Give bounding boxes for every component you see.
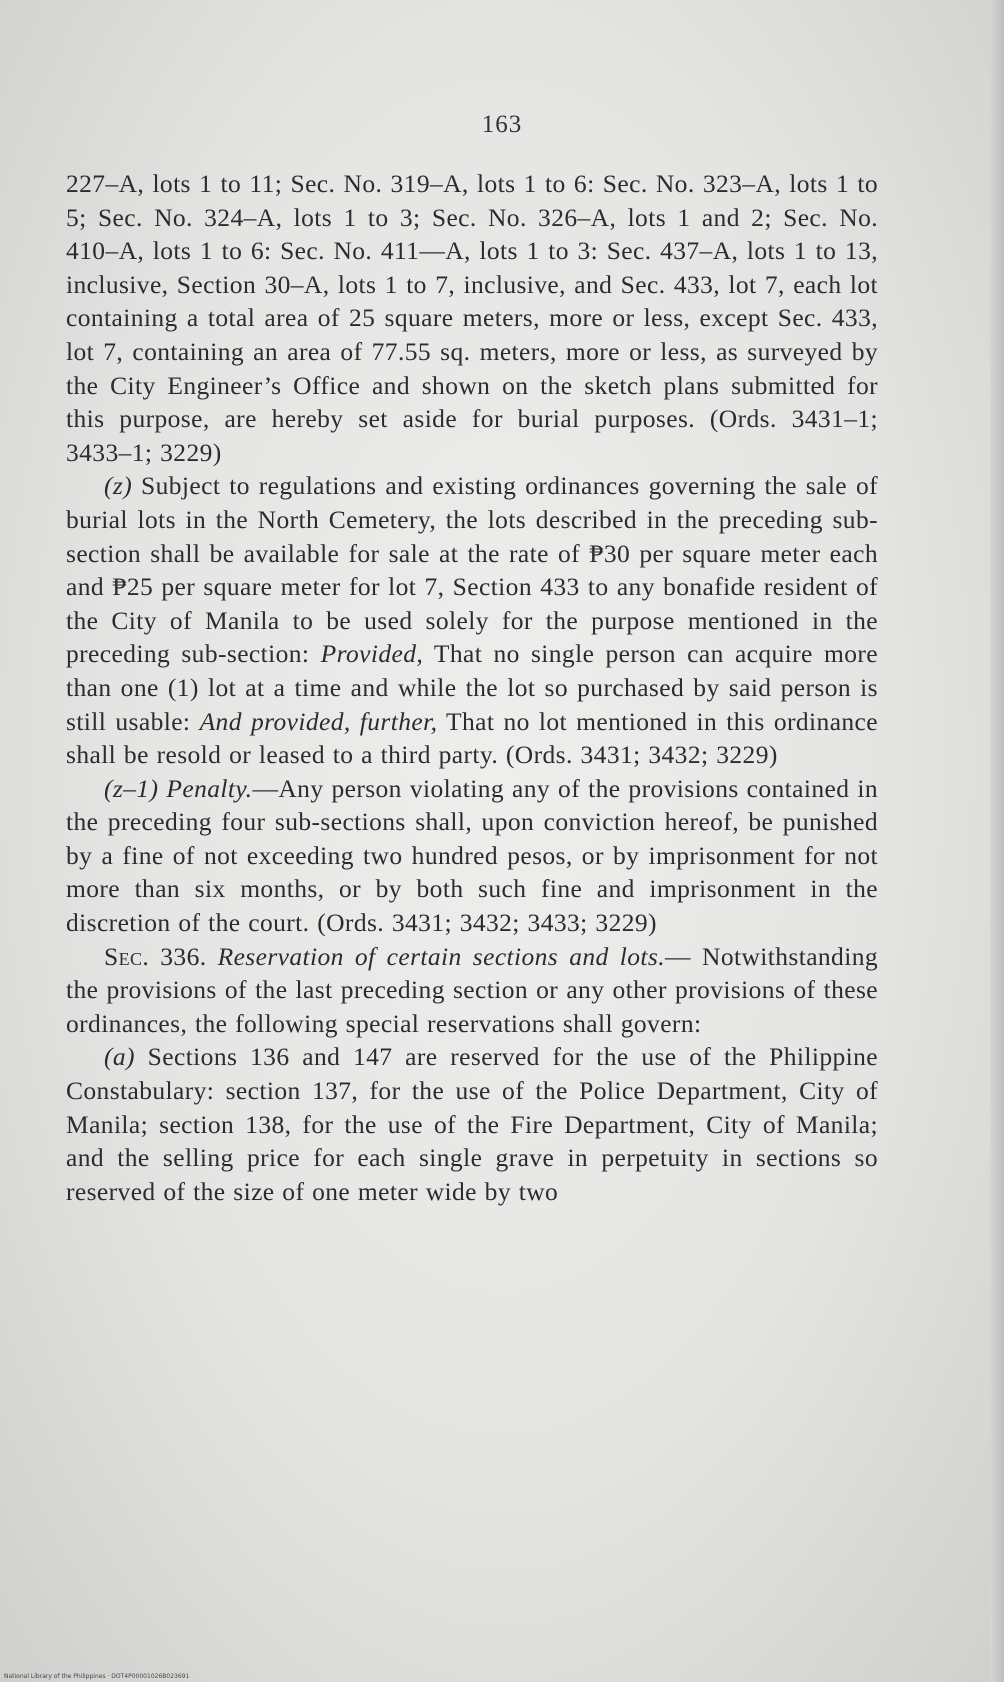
text-run: 227–A, lots 1 to 11; Sec. No. 319–A, lots 1 to 6: Sec. No. 323–A, lots 1 to 5; Sec. No. 324–A, lots 1 to 3; Sec. No. 326–A, lots 1 and 2; Sec. No. 410–A, lots 1 to 6: Sec. No. 411—A, lots 1 to 3: Sec. 437–A, lots 1 to 13, inclusive, Section 30–A, lots 1 to 7, inclusive, and Sec. 433, lot 7, each lot containing a total area of 25 square meters, more or less, except Sec. 433, lot 7, containing an area of 77.55 sq. meters, more or less, as surveyed by the City Engineer’s Office and shown on the sketch plans submitted for this purpose, are hereby set aside for burial purposes. (Ords. 3431–1; 3433–1; 3229) [66,169,878,467]
library-watermark-tag: National Library of the Philippines · DOT4P00001026B023691 [4,1673,190,1680]
text-run: Sections 136 and 147 are reserved for the use of the Philippine Constabulary: section 137, for the use of the Police Department, City of Manila; section 138, for the use of the Fire Department, City of Manila; and the selling price for each single grave in perpetuity in sections so reserved of the size of one meter wide by two [66,1042,878,1206]
text-run: That no single person can acquire more than one (1) lot at a time and while the lot so purchased by said person is still usable: [66,639,878,736]
page-edge-shadow [990,0,1004,1682]
italic-text: (z–1) Penalty. [104,773,253,803]
italic-text: (a) [104,1042,135,1072]
paragraph-subsection-a [66,1040,878,1208]
body-text [66,167,878,1208]
italic-text: Provided, [320,639,424,669]
italic-text: And provided, further, [199,706,438,736]
paragraph-section-336 [66,940,878,1041]
italic-text: (z) [104,471,133,501]
text-run: — Notwithstanding the provisions of the last preceding section or any other provisions of these ordinances, the following special reservations shall govern: [66,941,878,1038]
text-run: —Any person violating any of the provisions contained in the preceding four sub-sections shall, upon conviction hereof, be punished by a fine of not exceeding two hundred pesos, or by imprisonment for not more than six months, or by both such fine and imprisonment in the discretion of the court. (Ords. 3431; 3432; 3433; 3229) [66,773,879,938]
text-run: Subject to regulations and existing ordinances governing the sale of burial lots in the North Cemetery, the lots described in the preceding sub-section shall be available for sale at the rate of ₱30 per square meter each and ₱25 per square meter for lot 7, Section 433 to any bonafide resident of the City of Manila to be used solely for the purpose mentioned in the preceding sub-section: [66,471,878,669]
text-run: That no lot mentioned in this ordinance shall be resold or leased to a third party. (Ords. 3431; 3432; 3229) [66,706,878,770]
text-run: 336. [149,941,218,971]
paragraph-subsection-z1-penalty [66,772,878,940]
page-number: 163 [481,111,523,138]
section-label: Sec. [104,941,150,971]
paragraph-subsection-z [66,469,878,771]
paragraph [66,167,878,469]
italic-text: Reservation of certain sections and lots. [217,941,665,971]
